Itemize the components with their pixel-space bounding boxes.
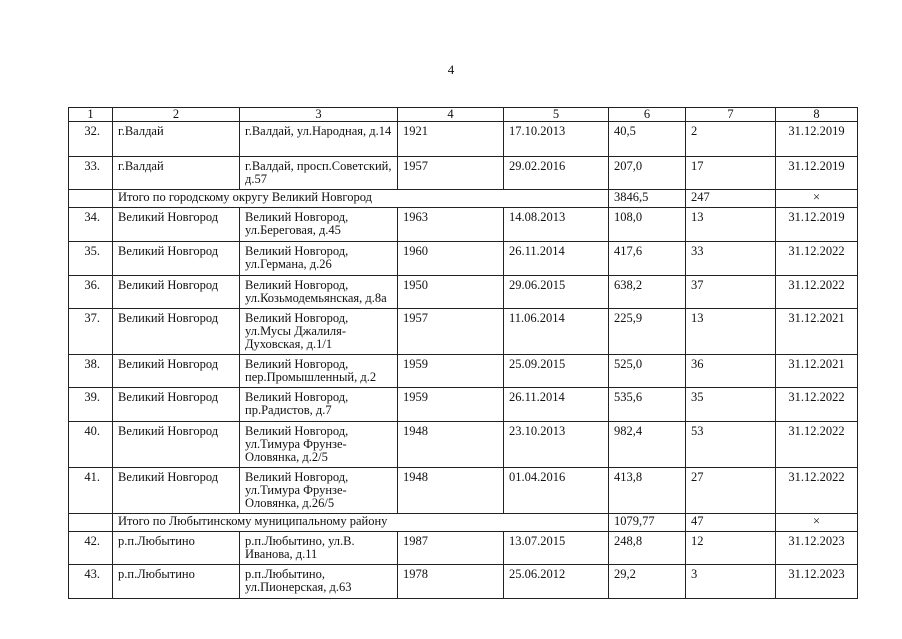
row-area: 225,9 bbox=[609, 309, 686, 355]
row-year: 1963 bbox=[398, 208, 504, 242]
subtotal-label: Итого по Любытинскому муниципальному району bbox=[113, 514, 609, 532]
subtotal-count: 247 bbox=[686, 190, 776, 208]
row-place: г.Валдай bbox=[113, 122, 240, 157]
row-area: 248,8 bbox=[609, 532, 686, 565]
row-count: 12 bbox=[686, 532, 776, 565]
row-count: 13 bbox=[686, 309, 776, 355]
header-cell: 1 bbox=[69, 108, 113, 122]
row-address: р.п.Любытино, ул.В. Иванова, д.11 bbox=[240, 532, 398, 565]
header-cell: 8 bbox=[776, 108, 858, 122]
row-address: Великий Новгород, ул.Германа, д.26 bbox=[240, 242, 398, 276]
header-row bbox=[69, 108, 858, 122]
row-area: 207,0 bbox=[609, 157, 686, 190]
row-count: 33 bbox=[686, 242, 776, 276]
row-count: 27 bbox=[686, 468, 776, 514]
subtotal-area: 1079,77 bbox=[609, 514, 686, 532]
row-date: 26.11.2014 bbox=[504, 388, 609, 422]
row-place: г.Валдай bbox=[113, 157, 240, 190]
subtotal-row bbox=[69, 190, 858, 208]
header-cell: 2 bbox=[113, 108, 240, 122]
table-row bbox=[69, 242, 858, 276]
table-row bbox=[69, 157, 858, 190]
row-year: 1978 bbox=[398, 565, 504, 599]
row-date: 14.08.2013 bbox=[504, 208, 609, 242]
row-deadline: 31.12.2021 bbox=[776, 309, 858, 355]
subtotal-area: 3846,5 bbox=[609, 190, 686, 208]
row-number: 37. bbox=[69, 309, 113, 355]
row-address: г.Валдай, ул.Народная, д.14 bbox=[240, 122, 398, 157]
row-date: 01.04.2016 bbox=[504, 468, 609, 514]
header-cell: 4 bbox=[398, 108, 504, 122]
row-number: 39. bbox=[69, 388, 113, 422]
row-number: 33. bbox=[69, 157, 113, 190]
row-count: 36 bbox=[686, 355, 776, 388]
row-year: 1921 bbox=[398, 122, 504, 157]
row-deadline: 31.12.2019 bbox=[776, 208, 858, 242]
row-address: Великий Новгород, ул.Береговая, д.45 bbox=[240, 208, 398, 242]
row-place: Великий Новгород bbox=[113, 422, 240, 468]
row-date: 25.06.2012 bbox=[504, 565, 609, 599]
header-cell: 5 bbox=[504, 108, 609, 122]
row-number: 40. bbox=[69, 422, 113, 468]
row-year: 1987 bbox=[398, 532, 504, 565]
row-deadline: 31.12.2019 bbox=[776, 157, 858, 190]
page-number: 4 bbox=[447, 62, 455, 77]
row-date: 29.02.2016 bbox=[504, 157, 609, 190]
row-address: Великий Новгород, ул.Мусы Джалиля-Духовская, д.1/1 bbox=[240, 309, 398, 355]
row-number: 32. bbox=[69, 122, 113, 157]
header-cell: 3 bbox=[240, 108, 398, 122]
table-row bbox=[69, 122, 858, 157]
row-count: 13 bbox=[686, 208, 776, 242]
row-deadline: 31.12.2023 bbox=[776, 532, 858, 565]
row-number: 34. bbox=[69, 208, 113, 242]
table-row bbox=[69, 468, 858, 514]
empty-cell bbox=[69, 190, 113, 208]
row-date: 26.11.2014 bbox=[504, 242, 609, 276]
row-area: 638,2 bbox=[609, 276, 686, 309]
row-year: 1957 bbox=[398, 309, 504, 355]
row-address: г.Валдай, просп.Советский, д.57 bbox=[240, 157, 398, 190]
row-number: 38. bbox=[69, 355, 113, 388]
row-place: Великий Новгород bbox=[113, 355, 240, 388]
table-row bbox=[69, 532, 858, 565]
row-deadline: 31.12.2022 bbox=[776, 468, 858, 514]
row-place: Великий Новгород bbox=[113, 276, 240, 309]
row-year: 1948 bbox=[398, 422, 504, 468]
row-count: 53 bbox=[686, 422, 776, 468]
row-count: 17 bbox=[686, 157, 776, 190]
table-row bbox=[69, 355, 858, 388]
housing-table bbox=[68, 107, 858, 599]
row-address: Великий Новгород, пр.Радистов, д.7 bbox=[240, 388, 398, 422]
table-row bbox=[69, 388, 858, 422]
row-area: 108,0 bbox=[609, 208, 686, 242]
row-place: Великий Новгород bbox=[113, 309, 240, 355]
subtotal-count: 47 bbox=[686, 514, 776, 532]
row-place: р.п.Любытино bbox=[113, 532, 240, 565]
row-count: 37 bbox=[686, 276, 776, 309]
row-address: Великий Новгород, ул.Тимура Фрунзе-Оловянка, д.26/5 bbox=[240, 468, 398, 514]
table-row bbox=[69, 309, 858, 355]
table-row bbox=[69, 208, 858, 242]
header-cell: 7 bbox=[686, 108, 776, 122]
empty-cell bbox=[69, 514, 113, 532]
subtotal-label: Итого по городскому округу Великий Новгород bbox=[113, 190, 609, 208]
row-year: 1960 bbox=[398, 242, 504, 276]
row-area: 535,6 bbox=[609, 388, 686, 422]
row-deadline: 31.12.2022 bbox=[776, 276, 858, 309]
row-year: 1957 bbox=[398, 157, 504, 190]
row-area: 40,5 bbox=[609, 122, 686, 157]
row-area: 413,8 bbox=[609, 468, 686, 514]
table-row bbox=[69, 276, 858, 309]
row-date: 17.10.2013 bbox=[504, 122, 609, 157]
row-address: Великий Новгород, ул.Козьмодемьянская, д.8а bbox=[240, 276, 398, 309]
row-count: 3 bbox=[686, 565, 776, 599]
row-count: 2 bbox=[686, 122, 776, 157]
row-address: Великий Новгород, пер.Промышленный, д.2 bbox=[240, 355, 398, 388]
subtotal-deadline: × bbox=[776, 190, 858, 208]
row-place: Великий Новгород bbox=[113, 388, 240, 422]
row-year: 1959 bbox=[398, 355, 504, 388]
row-area: 525,0 bbox=[609, 355, 686, 388]
subtotal-deadline: × bbox=[776, 514, 858, 532]
row-number: 35. bbox=[69, 242, 113, 276]
row-year: 1950 bbox=[398, 276, 504, 309]
row-date: 13.07.2015 bbox=[504, 532, 609, 565]
row-date: 23.10.2013 bbox=[504, 422, 609, 468]
row-number: 36. bbox=[69, 276, 113, 309]
row-address: Великий Новгород, ул.Тимура Фрунзе-Оловянка, д.2/5 bbox=[240, 422, 398, 468]
table-row bbox=[69, 565, 858, 599]
row-number: 41. bbox=[69, 468, 113, 514]
row-number: 42. bbox=[69, 532, 113, 565]
row-area: 29,2 bbox=[609, 565, 686, 599]
row-deadline: 31.12.2021 bbox=[776, 355, 858, 388]
row-date: 11.06.2014 bbox=[504, 309, 609, 355]
row-place: Великий Новгород bbox=[113, 208, 240, 242]
row-place: р.п.Любытино bbox=[113, 565, 240, 599]
row-number: 43. bbox=[69, 565, 113, 599]
row-date: 29.06.2015 bbox=[504, 276, 609, 309]
row-deadline: 31.12.2022 bbox=[776, 388, 858, 422]
table-row bbox=[69, 422, 858, 468]
row-area: 982,4 bbox=[609, 422, 686, 468]
row-deadline: 31.12.2022 bbox=[776, 422, 858, 468]
row-place: Великий Новгород bbox=[113, 468, 240, 514]
header-cell: 6 bbox=[609, 108, 686, 122]
row-date: 25.09.2015 bbox=[504, 355, 609, 388]
subtotal-row bbox=[69, 514, 858, 532]
row-address: р.п.Любытино, ул.Пионерская, д.63 bbox=[240, 565, 398, 599]
row-deadline: 31.12.2022 bbox=[776, 242, 858, 276]
row-count: 35 bbox=[686, 388, 776, 422]
row-area: 417,6 bbox=[609, 242, 686, 276]
row-year: 1948 bbox=[398, 468, 504, 514]
row-place: Великий Новгород bbox=[113, 242, 240, 276]
row-deadline: 31.12.2023 bbox=[776, 565, 858, 599]
row-year: 1959 bbox=[398, 388, 504, 422]
row-deadline: 31.12.2019 bbox=[776, 122, 858, 157]
